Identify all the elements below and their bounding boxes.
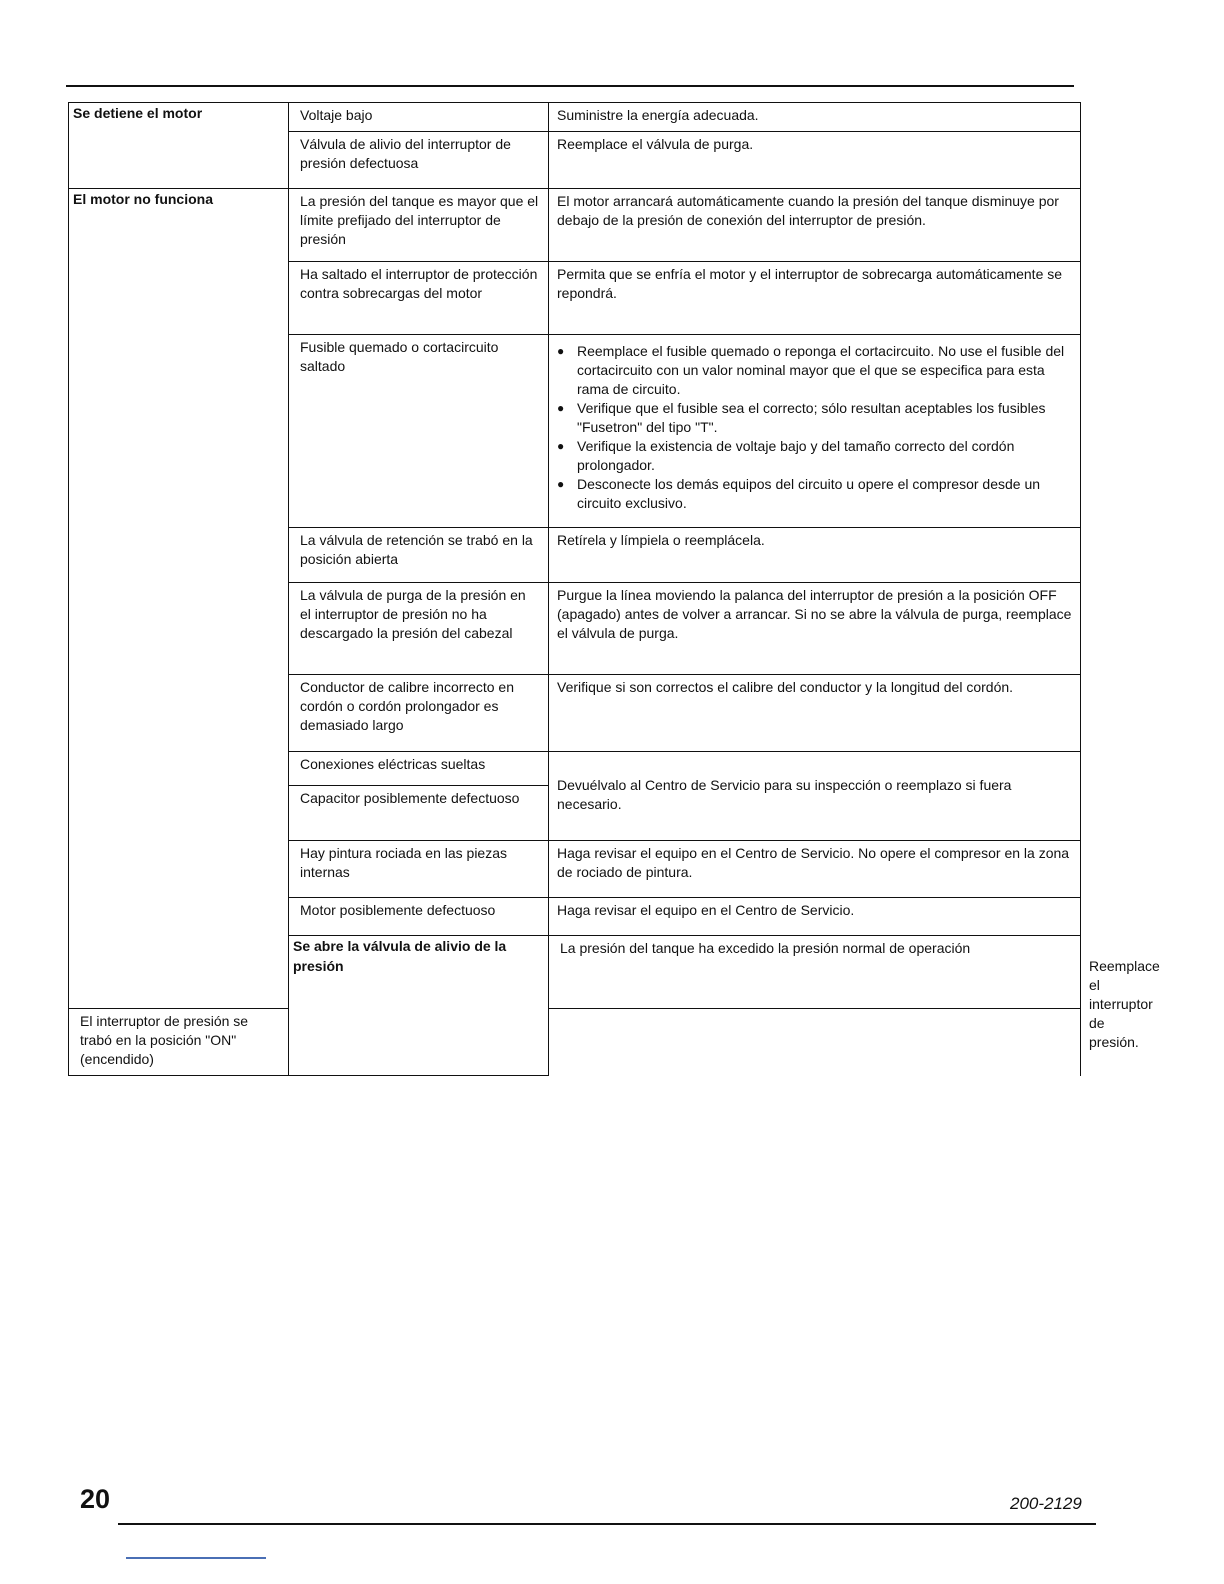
cause-cell: La presión del tanque es mayor que el límite prefijado del interruptor de presión — [289, 189, 549, 262]
bullet-icon: ● — [557, 439, 565, 453]
solution-cell: Devuélvalo al Centro de Servicio para su inspección o reemplazo si fuera necesario. — [549, 752, 1081, 841]
cause-cell: La válvula de purga de la presión en el interruptor de presión no ha descargado la presión del cabezal — [289, 583, 549, 675]
cause-cell: Conexiones eléctricas sueltas — [289, 752, 549, 786]
solution-bullet: ● Reemplace el fusible quemado o reponga el cortacircuito. No use el fusible del cortacircuito con un valor nominal mayor que el que se especifica para esta rama de circuito. — [557, 343, 1065, 397]
solution-bullet: ● Verifique que el fusible sea el correcto; sólo resultan aceptables los fusibles "Fusetron" del tipo "T". — [557, 400, 1046, 435]
blue-underline-mark — [126, 1557, 266, 1559]
solution-bullet: ● Desconecte los demás equipos del circuito u opere el compresor desde un circuito exclusivo. — [557, 476, 1041, 511]
cause-cell: Voltaje bajo — [289, 103, 549, 132]
document-number: 200-2129 — [1010, 1494, 1082, 1513]
troubleshooting-table — [68, 102, 1160, 1076]
bullet-icon: ● — [557, 401, 565, 415]
cause-cell: Motor posiblemente defectuoso — [289, 898, 549, 936]
cause-cell: Conductor de calibre incorrecto en cordón o cordón prolongador es demasiado largo — [289, 675, 549, 752]
bullet-icon: ● — [557, 344, 565, 358]
bullet-icon: ● — [557, 477, 565, 491]
cause-cell: Ha saltado el interruptor de protección contra sobrecargas del motor — [289, 262, 549, 335]
solution-cell: Verifique si son correctos el calibre del conductor y la longitud del cordón. — [549, 675, 1081, 752]
cause-cell: Fusible quemado o cortacircuito saltado — [289, 335, 549, 528]
solution-cell: Retírela y límpiela o reemplácela. — [549, 528, 1081, 583]
solution-cell: El motor arrancará automáticamente cuando la presión del tanque disminuye por debajo de la presión de conexión del interruptor de presión. — [549, 189, 1081, 262]
solution-cell: Suministre la energía adecuada. — [549, 103, 1081, 132]
cause-cell: La presión del tanque ha excedido la presión normal de operación — [549, 936, 1081, 1009]
solution-cell: Permita que se enfría el motor y el interruptor de sobrecarga automáticamente se repondrá. — [549, 262, 1081, 335]
solution-bullet-list — [557, 342, 1072, 513]
top-rule — [66, 85, 1074, 87]
cause-cell: La válvula de retención se trabó en la posición abierta — [289, 528, 549, 583]
bottom-rule — [118, 1523, 1096, 1525]
table-row — [69, 1009, 1081, 1076]
problem-cell: Se abre la válvula de alivio de la presión — [289, 936, 549, 1076]
solution-cell: Reemplace el válvula de purga. — [549, 132, 1081, 189]
cause-cell: Hay pintura rociada en las piezas internas — [289, 841, 549, 898]
table-row: Se abre la válvula de alivio de la presión La presión del tanque ha excedido la presión normal de operación Reemplace el interruptor de presión. — [69, 936, 1081, 1009]
table-row — [69, 103, 1081, 132]
solution-cell: Haga revisar el equipo en el Centro de Servicio. No opere el compresor en la zona de rociado de pintura. — [549, 841, 1081, 898]
solution-cell: Haga revisar el equipo en el Centro de Servicio. — [549, 898, 1081, 936]
solution-cell — [549, 335, 1081, 528]
cause-cell: Capacitor posiblemente defectuoso — [289, 786, 549, 841]
problem-cell: Se detiene el motor — [69, 103, 289, 189]
cause-cell: El interruptor de presión se trabó en la posición "ON" (encendido) — [69, 1009, 289, 1076]
solution-bullet: ● Verifique la existencia de voltaje bajo y del tamaño correcto del cordón prolongador. — [557, 438, 1015, 473]
problem-cell: El motor no funciona — [69, 189, 289, 1009]
table-row — [69, 189, 1081, 262]
page-number: 20 — [80, 1484, 111, 1514]
cause-cell: Válvula de alivio del interruptor de presión defectuosa — [289, 132, 549, 189]
solution-cell: Purgue la línea moviendo la palanca del interruptor de presión a la posición OFF (apagado) antes de volver a arrancar. Si no se abre la válvula de purga, reemplace el válvula de purga. — [549, 583, 1081, 675]
